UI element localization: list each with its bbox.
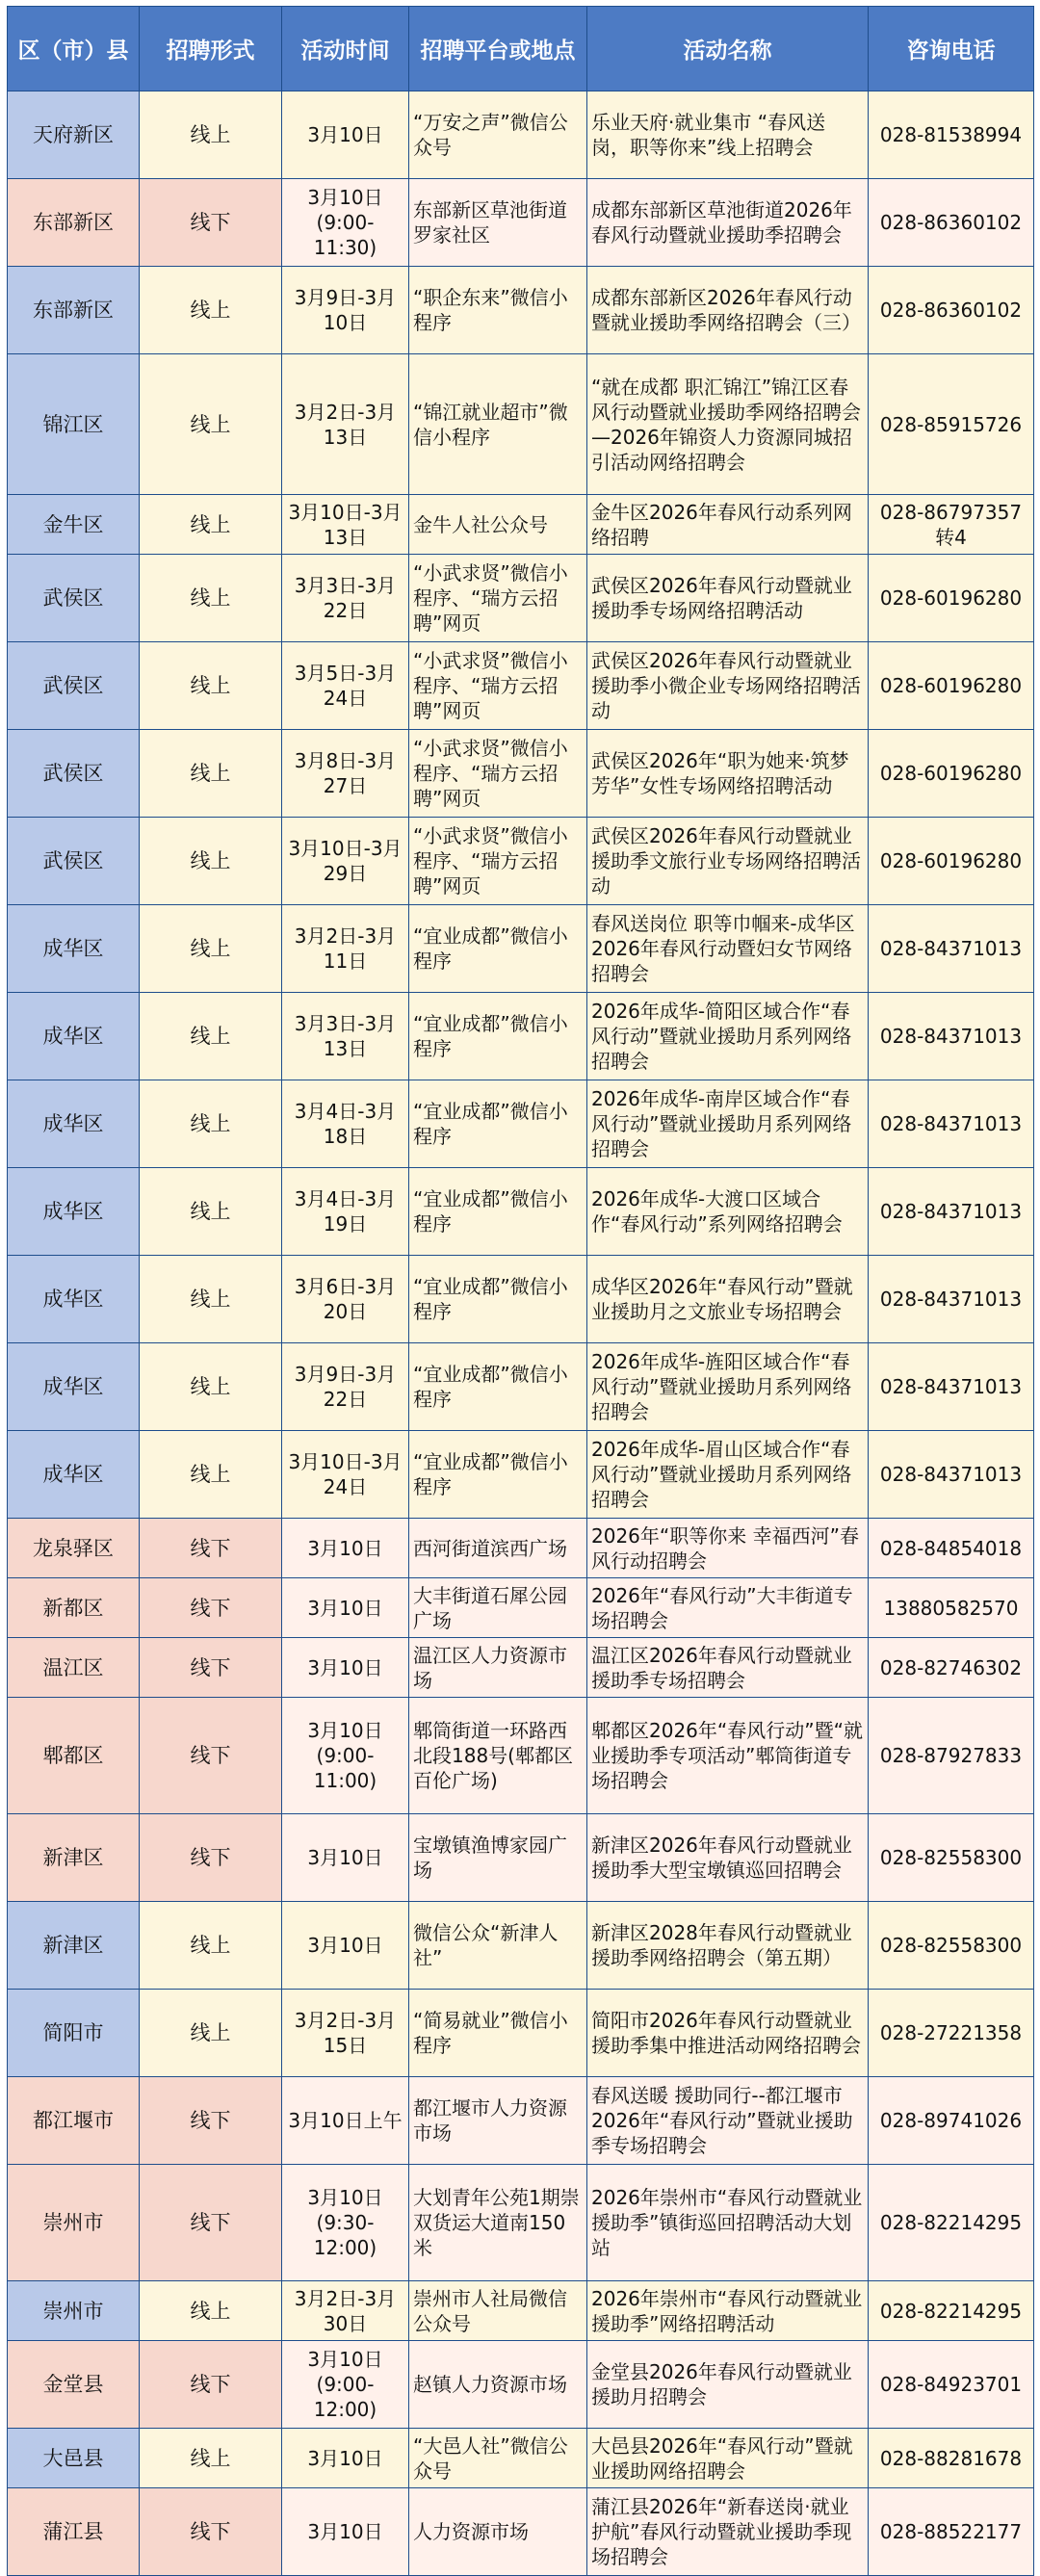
time-cell: 3月3日-3月22日 <box>282 555 409 642</box>
phone-cell: 028-27221358 <box>869 1990 1034 2077</box>
district-cell: 天府新区 <box>8 91 140 179</box>
activity-name-cell: 金堂县2026年春风行动暨就业援助月招聘会 <box>587 2341 869 2429</box>
header-district: 区（市）县 <box>8 7 140 91</box>
phone-cell: 028-84371013 <box>869 905 1034 993</box>
form-cell: 线下 <box>140 1578 282 1638</box>
district-cell: 成华区 <box>8 1431 140 1519</box>
activity-name-cell: 郫都区2026年“春风行动”暨“就业援助季专项活动”郫筒街道专场招聘会 <box>587 1698 869 1814</box>
activity-name-cell: 新津区2028年春风行动暨就业援助季网络招聘会（第五期） <box>587 1902 869 1990</box>
time-cell: 3月10日 (9:00-11:30) <box>282 179 409 267</box>
district-cell: 武侯区 <box>8 555 140 642</box>
district-cell: 成华区 <box>8 993 140 1080</box>
time-cell: 3月10日 <box>282 2488 409 2576</box>
activity-name-cell: 武侯区2026年“职为她来·筑梦芳华”女性专场网络招聘活动 <box>587 730 869 818</box>
district-cell: 都江堰市 <box>8 2077 140 2165</box>
table-row <box>8 642 1034 730</box>
activity-name-cell: 金牛区2026年春风行动系列网络招聘 <box>587 495 869 555</box>
table-row <box>8 1814 1034 1902</box>
phone-cell: 028-85915726 <box>869 354 1034 495</box>
phone-cell: 028-89741026 <box>869 2077 1034 2165</box>
header-name: 活动名称 <box>587 7 869 91</box>
time-cell: 3月10日 <box>282 1578 409 1638</box>
activity-name-cell: 2026年“职等你来 幸福西河”春风行动招聘会 <box>587 1519 869 1578</box>
district-cell: 东部新区 <box>8 179 140 267</box>
form-cell: 线下 <box>140 2488 282 2576</box>
time-cell: 3月10日-3月24日 <box>282 1431 409 1519</box>
table-row <box>8 1990 1034 2077</box>
phone-cell: 028-84371013 <box>869 1256 1034 1343</box>
phone-cell: 028-60196280 <box>869 642 1034 730</box>
time-cell: 3月10日-3月13日 <box>282 495 409 555</box>
place-cell: 人力资源市场 <box>409 2488 587 2576</box>
time-cell: 3月5日-3月24日 <box>282 642 409 730</box>
district-cell: 蒲江县 <box>8 2488 140 2576</box>
form-cell: 线上 <box>140 1431 282 1519</box>
form-cell: 线上 <box>140 730 282 818</box>
activity-name-cell: 成华区2026年“春风行动”暨就业援助月之文旅业专场招聘会 <box>587 1256 869 1343</box>
activity-name-cell: 武侯区2026年春风行动暨就业援助季小微企业专场网络招聘活动 <box>587 642 869 730</box>
district-cell: 简阳市 <box>8 1990 140 2077</box>
activity-name-cell: 春风送岗位 职等巾帼来-成华区2026年春风行动暨妇女节网络招聘会 <box>587 905 869 993</box>
time-cell: 3月2日-3月13日 <box>282 354 409 495</box>
table-body <box>8 91 1034 2576</box>
phone-cell: 028-82558300 <box>869 1814 1034 1902</box>
table-row <box>8 1256 1034 1343</box>
time-cell: 3月10日上午 <box>282 2077 409 2165</box>
activity-name-cell: 乐业天府·就业集市 “春风送岗，职等你来”线上招聘会 <box>587 91 869 179</box>
activity-name-cell: 2026年成华-大渡口区域合作“春风行动”系列网络招聘会 <box>587 1168 869 1256</box>
time-cell: 3月2日-3月30日 <box>282 2281 409 2341</box>
place-cell: “小武求贤”微信小程序、“瑞方云招聘”网页 <box>409 730 587 818</box>
district-cell: 新都区 <box>8 1578 140 1638</box>
activity-name-cell: 大邑县2026年“春风行动”暨就业援助网络招聘会 <box>587 2429 869 2488</box>
district-cell: 金堂县 <box>8 2341 140 2429</box>
place-cell: “宜业成都”微信小程序 <box>409 1431 587 1519</box>
time-cell: 3月10日 <box>282 2429 409 2488</box>
place-cell: “宜业成都”微信小程序 <box>409 905 587 993</box>
phone-cell: 028-60196280 <box>869 730 1034 818</box>
place-cell: “简易就业”微信小程序 <box>409 1990 587 2077</box>
phone-cell: 028-87927833 <box>869 1698 1034 1814</box>
phone-cell: 028-60196280 <box>869 818 1034 905</box>
table-row <box>8 495 1034 555</box>
place-cell: 西河街道滨西广场 <box>409 1519 587 1578</box>
place-cell: 金牛人社公众号 <box>409 495 587 555</box>
table-row <box>8 1902 1034 1990</box>
phone-cell: 028-86360102 <box>869 267 1034 354</box>
place-cell: 崇州市人社局微信公众号 <box>409 2281 587 2341</box>
table-row <box>8 905 1034 993</box>
place-cell: 大丰街道石犀公园广场 <box>409 1578 587 1638</box>
phone-cell: 028-84371013 <box>869 1168 1034 1256</box>
header-row <box>8 7 1034 91</box>
district-cell: 新津区 <box>8 1814 140 1902</box>
phone-cell: 028-88281678 <box>869 2429 1034 2488</box>
time-cell: 3月8日-3月27日 <box>282 730 409 818</box>
district-cell: 温江区 <box>8 1638 140 1698</box>
phone-cell: 028-84371013 <box>869 1080 1034 1168</box>
form-cell: 线下 <box>140 1519 282 1578</box>
form-cell: 线上 <box>140 354 282 495</box>
form-cell: 线上 <box>140 1343 282 1431</box>
time-cell: 3月6日-3月20日 <box>282 1256 409 1343</box>
form-cell: 线上 <box>140 993 282 1080</box>
table-row <box>8 2429 1034 2488</box>
activity-name-cell: 成都东部新区2026年春风行动暨就业援助季网络招聘会（三） <box>587 267 869 354</box>
place-cell: “大邑人社”微信公众号 <box>409 2429 587 2488</box>
recruitment-schedule <box>7 6 1033 2576</box>
phone-cell: 028-82746302 <box>869 1638 1034 1698</box>
district-cell: 武侯区 <box>8 818 140 905</box>
phone-cell: 028-86797357转4 <box>869 495 1034 555</box>
form-cell: 线上 <box>140 91 282 179</box>
place-cell: 赵镇人力资源市场 <box>409 2341 587 2429</box>
form-cell: 线下 <box>140 2341 282 2429</box>
table-row <box>8 267 1034 354</box>
table-row <box>8 179 1034 267</box>
time-cell: 3月10日 (9:30-12:00) <box>282 2165 409 2281</box>
form-cell: 线上 <box>140 555 282 642</box>
phone-cell: 028-60196280 <box>869 555 1034 642</box>
place-cell: “宜业成都”微信小程序 <box>409 1168 587 1256</box>
form-cell: 线上 <box>140 1256 282 1343</box>
time-cell: 3月10日 (9:00-11:00) <box>282 1698 409 1814</box>
district-cell: 东部新区 <box>8 267 140 354</box>
table-row <box>8 1343 1034 1431</box>
form-cell: 线上 <box>140 1990 282 2077</box>
activity-name-cell: “就在成都 职汇锦江”锦江区春风行动暨就业援助季网络招聘会—2026年锦资人力资源同城招引活动网络招聘会 <box>587 354 869 495</box>
table-row <box>8 2341 1034 2429</box>
district-cell: 成华区 <box>8 1080 140 1168</box>
table-row <box>8 1080 1034 1168</box>
place-cell: 大划青年公苑1期崇双货运大道南150米 <box>409 2165 587 2281</box>
form-cell: 线下 <box>140 1638 282 1698</box>
form-cell: 线下 <box>140 179 282 267</box>
time-cell: 3月10日 <box>282 1519 409 1578</box>
form-cell: 线上 <box>140 2429 282 2488</box>
place-cell: 郫筒街道一环路西北段188号(郫都区百伦广场) <box>409 1698 587 1814</box>
activity-name-cell: 春风送暖 援助同行--都江堰市2026年“春风行动”暨就业援助季专场招聘会 <box>587 2077 869 2165</box>
phone-cell: 028-86360102 <box>869 179 1034 267</box>
place-cell: “万安之声”微信公众号 <box>409 91 587 179</box>
time-cell: 3月4日-3月19日 <box>282 1168 409 1256</box>
header-form: 招聘形式 <box>140 7 282 91</box>
table-row <box>8 354 1034 495</box>
phone-cell: 028-84371013 <box>869 993 1034 1080</box>
district-cell: 崇州市 <box>8 2165 140 2281</box>
form-cell: 线上 <box>140 2281 282 2341</box>
phone-cell: 028-82214295 <box>869 2281 1034 2341</box>
time-cell: 3月10日 <box>282 91 409 179</box>
time-cell: 3月9日-3月10日 <box>282 267 409 354</box>
activity-name-cell: 2026年成华-眉山区域合作“春风行动”暨就业援助月系列网络招聘会 <box>587 1431 869 1519</box>
table-row <box>8 993 1034 1080</box>
table-row <box>8 555 1034 642</box>
header-time: 活动时间 <box>282 7 409 91</box>
form-cell: 线上 <box>140 1080 282 1168</box>
activity-name-cell: 简阳市2026年春风行动暨就业援助季集中推进活动网络招聘会 <box>587 1990 869 2077</box>
time-cell: 3月10日 (9:00-12:00) <box>282 2341 409 2429</box>
phone-cell: 028-84854018 <box>869 1519 1034 1578</box>
phone-cell: 13880582570 <box>869 1578 1034 1638</box>
district-cell: 崇州市 <box>8 2281 140 2341</box>
time-cell: 3月10日 <box>282 1814 409 1902</box>
activity-name-cell: 蒲江县2026年“新春送岗·就业护航”春风行动暨就业援助季现场招聘会 <box>587 2488 869 2576</box>
table-row <box>8 818 1034 905</box>
phone-cell: 028-84371013 <box>869 1431 1034 1519</box>
district-cell: 成华区 <box>8 1343 140 1431</box>
recruitment-table <box>7 6 1034 2576</box>
activity-name-cell: 2026年成华-简阳区域合作“春风行动”暨就业援助月系列网络招聘会 <box>587 993 869 1080</box>
place-cell: “宜业成都”微信小程序 <box>409 1080 587 1168</box>
time-cell: 3月10日 <box>282 1902 409 1990</box>
form-cell: 线上 <box>140 642 282 730</box>
place-cell: “小武求贤”微信小程序、“瑞方云招聘”网页 <box>409 555 587 642</box>
form-cell: 线下 <box>140 1814 282 1902</box>
form-cell: 线下 <box>140 2165 282 2281</box>
district-cell: 龙泉驿区 <box>8 1519 140 1578</box>
time-cell: 3月2日-3月11日 <box>282 905 409 993</box>
place-cell: 微信公众“新津人社” <box>409 1902 587 1990</box>
time-cell: 3月4日-3月18日 <box>282 1080 409 1168</box>
time-cell: 3月9日-3月22日 <box>282 1343 409 1431</box>
form-cell: 线上 <box>140 267 282 354</box>
table-row <box>8 2281 1034 2341</box>
place-cell: 都江堰市人力资源市场 <box>409 2077 587 2165</box>
phone-cell: 028-84923701 <box>869 2341 1034 2429</box>
form-cell: 线上 <box>140 495 282 555</box>
table-row <box>8 2165 1034 2281</box>
activity-name-cell: 新津区2026年春风行动暨就业援助季大型宝墩镇巡回招聘会 <box>587 1814 869 1902</box>
activity-name-cell: 武侯区2026年春风行动暨就业援助季专场网络招聘活动 <box>587 555 869 642</box>
table-row <box>8 2077 1034 2165</box>
activity-name-cell: 2026年崇州市“春风行动暨就业援助季”网络招聘活动 <box>587 2281 869 2341</box>
district-cell: 金牛区 <box>8 495 140 555</box>
phone-cell: 028-84371013 <box>869 1343 1034 1431</box>
time-cell: 3月10日 <box>282 1638 409 1698</box>
phone-cell: 028-81538994 <box>869 91 1034 179</box>
activity-name-cell: 2026年崇州市“春风行动暨就业援助季”镇街巡回招聘活动大划站 <box>587 2165 869 2281</box>
table-row <box>8 730 1034 818</box>
district-cell: 郫都区 <box>8 1698 140 1814</box>
form-cell: 线上 <box>140 1168 282 1256</box>
table-row <box>8 2488 1034 2576</box>
district-cell: 武侯区 <box>8 642 140 730</box>
district-cell: 新津区 <box>8 1902 140 1990</box>
phone-cell: 028-88522177 <box>869 2488 1034 2576</box>
activity-name-cell: 2026年“春风行动”大丰街道专场招聘会 <box>587 1578 869 1638</box>
form-cell: 线上 <box>140 905 282 993</box>
table-row <box>8 1431 1034 1519</box>
time-cell: 3月3日-3月13日 <box>282 993 409 1080</box>
district-cell: 成华区 <box>8 905 140 993</box>
header-place: 招聘平台或地点 <box>409 7 587 91</box>
place-cell: “宜业成都”微信小程序 <box>409 1256 587 1343</box>
table-row <box>8 91 1034 179</box>
header-phone: 咨询电话 <box>869 7 1034 91</box>
place-cell: “小武求贤”微信小程序、“瑞方云招聘”网页 <box>409 818 587 905</box>
form-cell: 线上 <box>140 1902 282 1990</box>
place-cell: “职企东来”微信小程序 <box>409 267 587 354</box>
time-cell: 3月10日-3月29日 <box>282 818 409 905</box>
table-row <box>8 1168 1034 1256</box>
place-cell: 温江区人力资源市场 <box>409 1638 587 1698</box>
form-cell: 线下 <box>140 2077 282 2165</box>
place-cell: “宜业成都”微信小程序 <box>409 993 587 1080</box>
time-cell: 3月2日-3月15日 <box>282 1990 409 2077</box>
place-cell: “锦江就业超市”微信小程序 <box>409 354 587 495</box>
activity-name-cell: 成都东部新区草池街道2026年春风行动暨就业援助季招聘会 <box>587 179 869 267</box>
table-row <box>8 1698 1034 1814</box>
form-cell: 线下 <box>140 1698 282 1814</box>
place-cell: “小武求贤”微信小程序、“瑞方云招聘”网页 <box>409 642 587 730</box>
district-cell: 锦江区 <box>8 354 140 495</box>
table-row <box>8 1638 1034 1698</box>
place-cell: 宝墩镇渔博家园广场 <box>409 1814 587 1902</box>
phone-cell: 028-82214295 <box>869 2165 1034 2281</box>
district-cell: 成华区 <box>8 1256 140 1343</box>
table-row <box>8 1578 1034 1638</box>
activity-name-cell: 温江区2026年春风行动暨就业援助季专场招聘会 <box>587 1638 869 1698</box>
form-cell: 线上 <box>140 818 282 905</box>
table-row <box>8 1519 1034 1578</box>
place-cell: “宜业成都”微信小程序 <box>409 1343 587 1431</box>
place-cell: 东部新区草池街道罗家社区 <box>409 179 587 267</box>
district-cell: 成华区 <box>8 1168 140 1256</box>
activity-name-cell: 2026年成华-南岸区域合作“春风行动”暨就业援助月系列网络招聘会 <box>587 1080 869 1168</box>
activity-name-cell: 武侯区2026年春风行动暨就业援助季文旅行业专场网络招聘活动 <box>587 818 869 905</box>
phone-cell: 028-82558300 <box>869 1902 1034 1990</box>
district-cell: 武侯区 <box>8 730 140 818</box>
district-cell: 大邑县 <box>8 2429 140 2488</box>
activity-name-cell: 2026年成华-旌阳区域合作“春风行动”暨就业援助月系列网络招聘会 <box>587 1343 869 1431</box>
